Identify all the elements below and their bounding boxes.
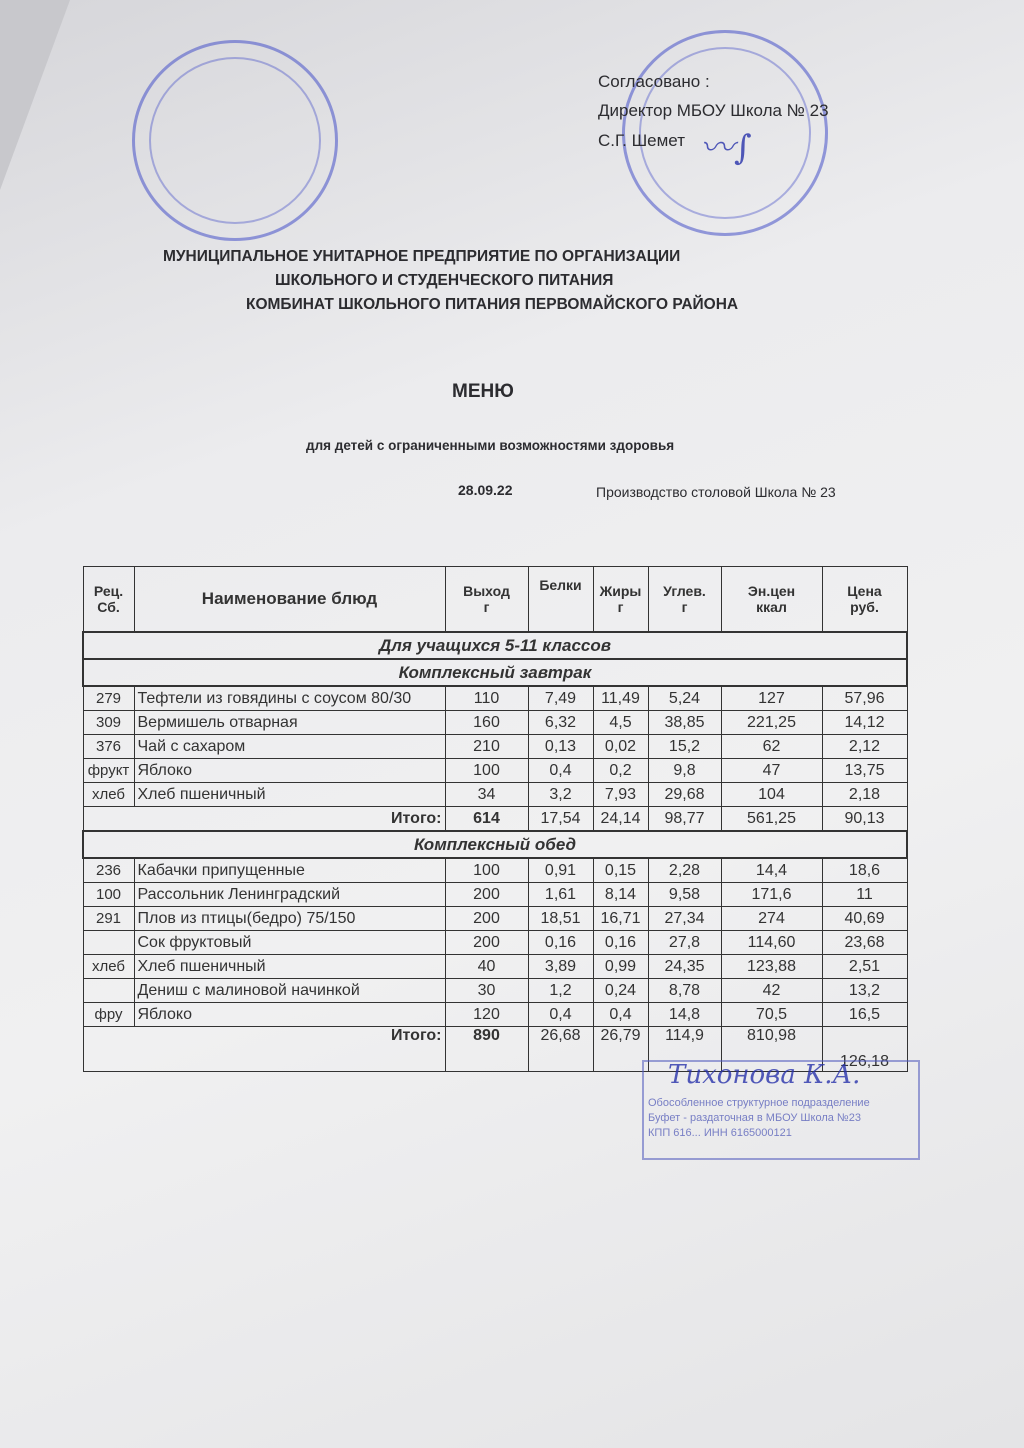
table-row bbox=[83, 686, 907, 711]
output-cell: 110 bbox=[445, 686, 528, 711]
fat-cell: 7,93 bbox=[593, 783, 648, 807]
fat-cell: 4,5 bbox=[593, 711, 648, 735]
menu-date: 28.09.22 bbox=[458, 482, 513, 498]
page-title: МЕНЮ bbox=[452, 381, 514, 402]
total-cell: 561,25 bbox=[721, 807, 822, 832]
output-cell: 30 bbox=[445, 979, 528, 1003]
energy-cell: 47 bbox=[721, 759, 822, 783]
dish-name-cell: Рассольник Ленинградский bbox=[134, 883, 445, 907]
code-cell: 100 bbox=[83, 883, 134, 907]
fat-cell: 11,49 bbox=[593, 686, 648, 711]
code-cell: 376 bbox=[83, 735, 134, 759]
code-cell: хлеб bbox=[83, 955, 134, 979]
fat-cell: 0,99 bbox=[593, 955, 648, 979]
carbs-cell: 29,68 bbox=[648, 783, 721, 807]
energy-cell: 274 bbox=[721, 907, 822, 931]
price-cell: 14,12 bbox=[822, 711, 907, 735]
total-cell: 17,54 bbox=[528, 807, 593, 832]
table-row bbox=[83, 883, 907, 907]
header-carbs: Углев. г bbox=[648, 567, 721, 633]
dish-name-cell: Плов из птицы(бедро) 75/150 bbox=[134, 907, 445, 931]
section-row bbox=[83, 632, 907, 659]
table-row bbox=[83, 1003, 907, 1027]
carbs-cell: 2,28 bbox=[648, 858, 721, 883]
section-row bbox=[83, 659, 907, 686]
dish-name-cell: Хлеб пшеничный bbox=[134, 783, 445, 807]
stamp-line-1: Обособленное структурное подразделение bbox=[648, 1097, 870, 1109]
table-row bbox=[83, 955, 907, 979]
code-cell bbox=[83, 979, 134, 1003]
protein-cell: 0,16 bbox=[528, 931, 593, 955]
output-cell: 120 bbox=[445, 1003, 528, 1027]
code-cell: 291 bbox=[83, 907, 134, 931]
total-cell: 98,77 bbox=[648, 807, 721, 832]
output-cell: 100 bbox=[445, 858, 528, 883]
code-cell: фру bbox=[83, 1003, 134, 1027]
price-cell: 18,6 bbox=[822, 858, 907, 883]
table-row bbox=[83, 711, 907, 735]
dish-name-cell: Дениш с малиновой начинкой bbox=[134, 979, 445, 1003]
output-cell: 160 bbox=[445, 711, 528, 735]
total-cell: 614 bbox=[445, 807, 528, 832]
table-row bbox=[83, 931, 907, 955]
fat-cell: 0,4 bbox=[593, 1003, 648, 1027]
energy-cell: 42 bbox=[721, 979, 822, 1003]
protein-cell: 6,32 bbox=[528, 711, 593, 735]
menu-table bbox=[82, 566, 908, 1072]
total-cell: 890 bbox=[445, 1027, 528, 1072]
protein-cell: 0,13 bbox=[528, 735, 593, 759]
dish-name-cell: Кабачки припущенные bbox=[134, 858, 445, 883]
responsible-signature: Тихонова К.А. bbox=[668, 1060, 861, 1090]
total-cell: 90,13 bbox=[822, 807, 907, 832]
energy-cell: 114,60 bbox=[721, 931, 822, 955]
dish-name-cell: Вермишель отварная bbox=[134, 711, 445, 735]
protein-cell: 18,51 bbox=[528, 907, 593, 931]
total-cell: 26,68 bbox=[528, 1027, 593, 1072]
protein-cell: 0,4 bbox=[528, 759, 593, 783]
energy-cell: 70,5 bbox=[721, 1003, 822, 1027]
carbs-cell: 9,8 bbox=[648, 759, 721, 783]
dish-name-cell: Яблоко bbox=[134, 1003, 445, 1027]
dish-name-cell: Тефтели из говядины с соусом 80/30 bbox=[134, 686, 445, 711]
page-subtitle: для детей с ограниченными возможностями здоровья bbox=[306, 438, 675, 453]
carbs-cell: 5,24 bbox=[648, 686, 721, 711]
energy-cell: 221,25 bbox=[721, 711, 822, 735]
energy-cell: 123,88 bbox=[721, 955, 822, 979]
price-cell: 13,75 bbox=[822, 759, 907, 783]
header-output: Выход г bbox=[445, 567, 528, 633]
carbs-cell: 15,2 bbox=[648, 735, 721, 759]
total-cell: 114,9 bbox=[648, 1027, 721, 1072]
output-cell: 200 bbox=[445, 931, 528, 955]
code-cell: 309 bbox=[83, 711, 134, 735]
price-cell: 23,68 bbox=[822, 931, 907, 955]
total-cell: 26,79 bbox=[593, 1027, 648, 1072]
table-header bbox=[83, 567, 907, 633]
carbs-cell: 14,8 bbox=[648, 1003, 721, 1027]
header-fat: Жиры г bbox=[593, 567, 648, 633]
org-line-2: ШКОЛЬНОГО И СТУДЕНЧЕСКОГО ПИТАНИЯ bbox=[275, 272, 614, 289]
stamp-line-3: КПП 616... ИНН 6165000121 bbox=[648, 1127, 792, 1139]
carbs-cell: 38,85 bbox=[648, 711, 721, 735]
table-row bbox=[83, 735, 907, 759]
section-title: Для учащихся 5-11 классов bbox=[83, 632, 907, 659]
protein-cell: 1,61 bbox=[528, 883, 593, 907]
org-line-1: МУНИЦИПАЛЬНОЕ УНИТАРНОЕ ПРЕДПРИЯТИЕ ПО ОРГАНИЗАЦИИ bbox=[163, 248, 681, 265]
protein-cell: 0,4 bbox=[528, 1003, 593, 1027]
approval-label: Согласовано : bbox=[598, 72, 710, 91]
fat-cell: 0,02 bbox=[593, 735, 648, 759]
total-row bbox=[83, 807, 907, 832]
header-protein: Белки bbox=[528, 567, 593, 633]
code-cell: 236 bbox=[83, 858, 134, 883]
header-energy: Эн.цен ккал bbox=[721, 567, 822, 633]
price-cell: 2,18 bbox=[822, 783, 907, 807]
energy-cell: 127 bbox=[721, 686, 822, 711]
output-cell: 200 bbox=[445, 907, 528, 931]
output-cell: 200 bbox=[445, 883, 528, 907]
protein-cell: 3,89 bbox=[528, 955, 593, 979]
output-cell: 34 bbox=[445, 783, 528, 807]
production-label: Производство столовой Школа № 23 bbox=[596, 484, 836, 500]
fat-cell: 0,15 bbox=[593, 858, 648, 883]
price-cell: 16,5 bbox=[822, 1003, 907, 1027]
total-cell: 24,14 bbox=[593, 807, 648, 832]
header-price: Цена руб. bbox=[822, 567, 907, 633]
director-signature: 〰∫ bbox=[700, 128, 752, 168]
total-cell: Итого: bbox=[83, 807, 445, 832]
carbs-cell: 8,78 bbox=[648, 979, 721, 1003]
total-cell: Итого: bbox=[83, 1027, 445, 1072]
energy-cell: 14,4 bbox=[721, 858, 822, 883]
protein-cell: 3,2 bbox=[528, 783, 593, 807]
page-fold bbox=[0, 0, 70, 190]
price-cell: 13,2 bbox=[822, 979, 907, 1003]
carbs-cell: 27,34 bbox=[648, 907, 721, 931]
energy-cell: 62 bbox=[721, 735, 822, 759]
stamp-line-2: Буфет - раздаточная в МБОУ Школа №23 bbox=[648, 1112, 861, 1124]
code-cell: хлеб bbox=[83, 783, 134, 807]
table-row bbox=[83, 907, 907, 931]
price-cell: 2,12 bbox=[822, 735, 907, 759]
output-cell: 100 bbox=[445, 759, 528, 783]
price-cell: 11 bbox=[822, 883, 907, 907]
section-title: Комплексный завтрак bbox=[83, 659, 907, 686]
dish-name-cell: Хлеб пшеничный bbox=[134, 955, 445, 979]
protein-cell: 1,2 bbox=[528, 979, 593, 1003]
code-cell: 279 bbox=[83, 686, 134, 711]
output-cell: 40 bbox=[445, 955, 528, 979]
table-row bbox=[83, 783, 907, 807]
table-row bbox=[83, 858, 907, 883]
header-name: Наименование блюд bbox=[134, 567, 445, 633]
section-row bbox=[83, 831, 907, 858]
section-title: Комплексный обед bbox=[83, 831, 907, 858]
protein-cell: 0,91 bbox=[528, 858, 593, 883]
price-cell: 40,69 bbox=[822, 907, 907, 931]
code-cell: фрукт bbox=[83, 759, 134, 783]
code-cell bbox=[83, 931, 134, 955]
table-row bbox=[83, 759, 907, 783]
org-round-stamp bbox=[132, 40, 338, 241]
carbs-cell: 27,8 bbox=[648, 931, 721, 955]
fat-cell: 0,16 bbox=[593, 931, 648, 955]
dish-name-cell: Яблоко bbox=[134, 759, 445, 783]
price-cell: 57,96 bbox=[822, 686, 907, 711]
carbs-cell: 24,35 bbox=[648, 955, 721, 979]
approval-name: С.Г. Шемет bbox=[598, 131, 685, 150]
price-cell: 2,51 bbox=[822, 955, 907, 979]
header-code: Рец. Сб. bbox=[93, 583, 124, 615]
table-row bbox=[83, 979, 907, 1003]
fat-cell: 8,14 bbox=[593, 883, 648, 907]
fat-cell: 0,24 bbox=[593, 979, 648, 1003]
dish-name-cell: Сок фруктовый bbox=[134, 931, 445, 955]
total-cell: 126,18 bbox=[822, 1027, 907, 1072]
approval-position: Директор МБОУ Школа № 23 bbox=[598, 101, 829, 120]
output-cell: 210 bbox=[445, 735, 528, 759]
org-line-3: КОМБИНАТ ШКОЛЬНОГО ПИТАНИЯ ПЕРВОМАЙСКОГО РАЙОНА bbox=[246, 296, 739, 313]
energy-cell: 171,6 bbox=[721, 883, 822, 907]
protein-cell: 7,49 bbox=[528, 686, 593, 711]
fat-cell: 16,71 bbox=[593, 907, 648, 931]
carbs-cell: 9,58 bbox=[648, 883, 721, 907]
total-cell: 810,98 bbox=[721, 1027, 822, 1072]
energy-cell: 104 bbox=[721, 783, 822, 807]
dish-name-cell: Чай с сахаром bbox=[134, 735, 445, 759]
fat-cell: 0,2 bbox=[593, 759, 648, 783]
